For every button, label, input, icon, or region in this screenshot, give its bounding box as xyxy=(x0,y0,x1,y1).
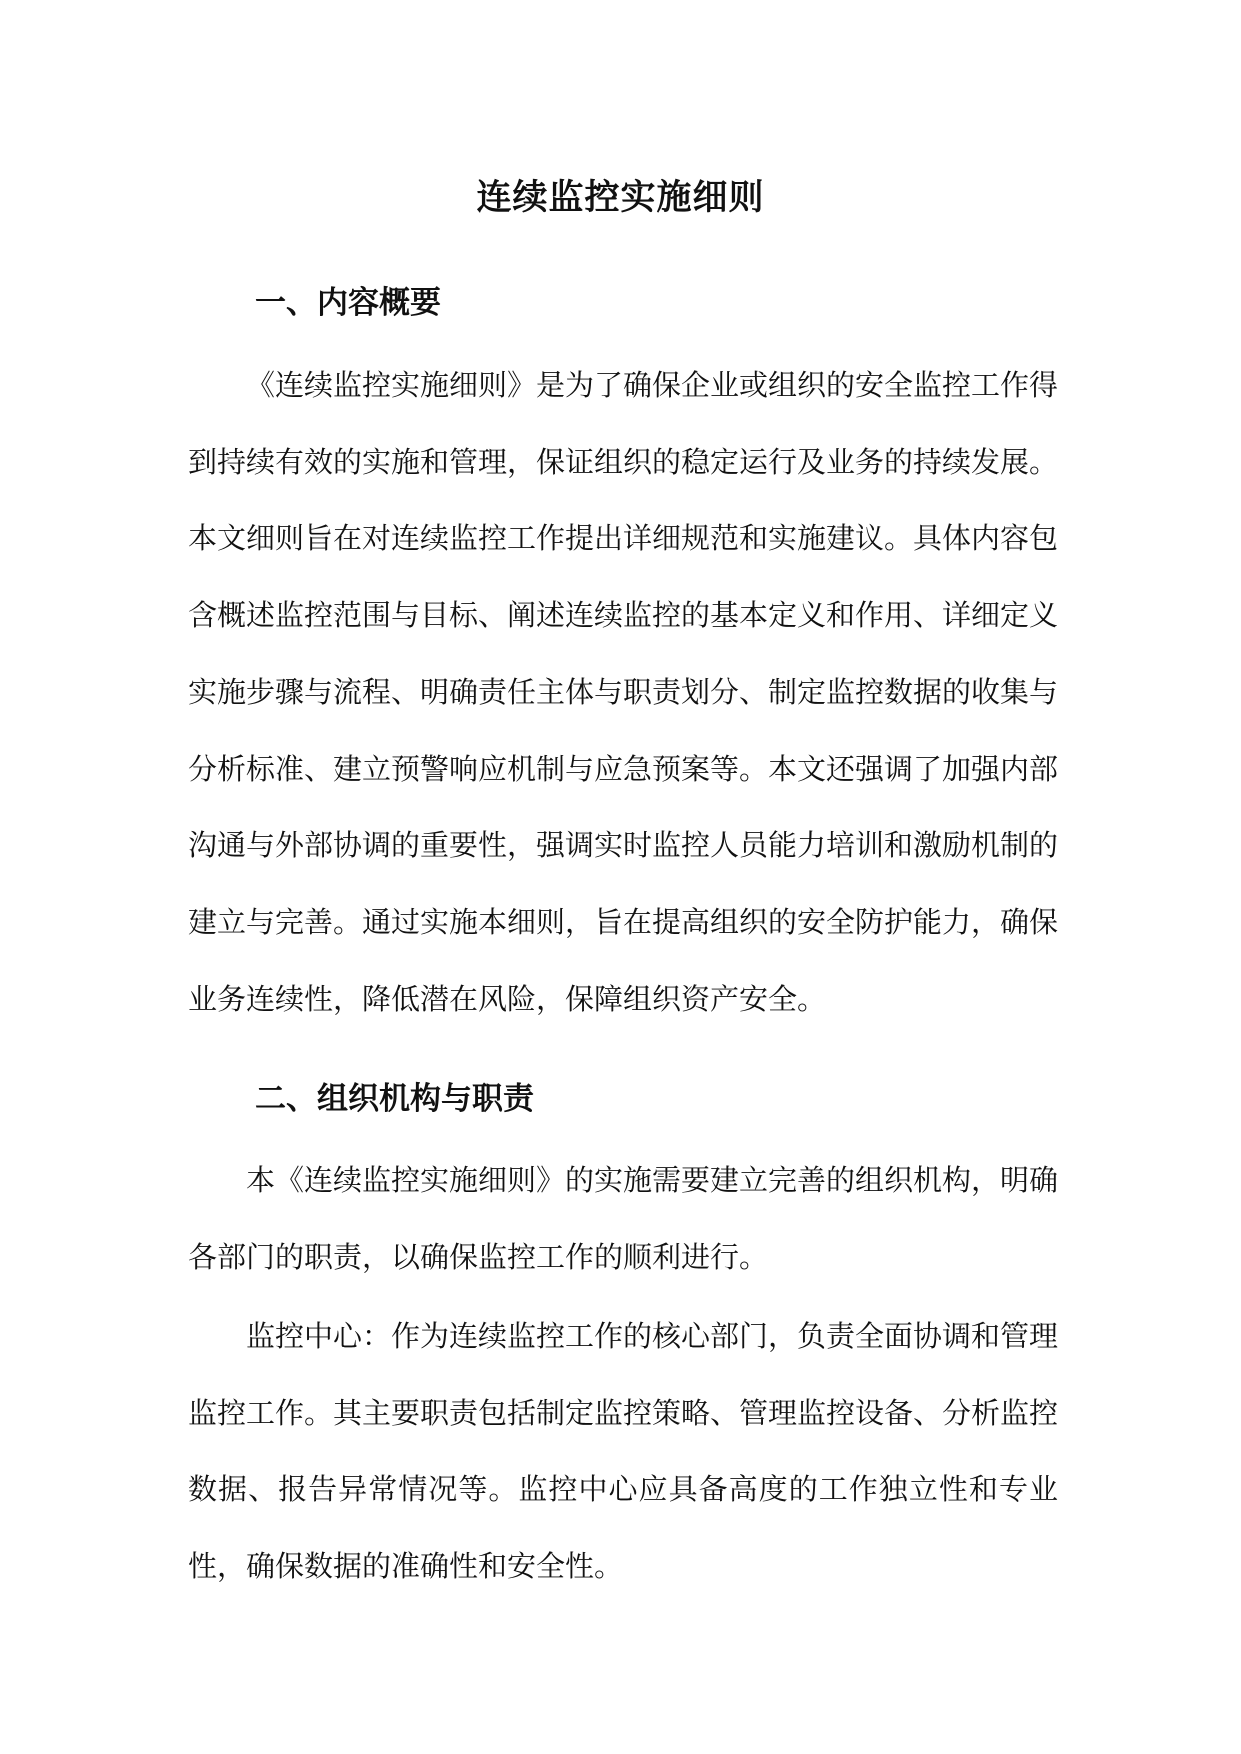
section-heading-organization: 二、组织机构与职责 xyxy=(255,1081,534,1117)
section-paragraph-overview: 《连续监控实施细则》是为了确保企业或组织的安全监控工作得到持续有效的实施和管理，保证组织的稳定运行及业务的持续发展。本文细则旨在对连续监控工作提出详细规范和实施建议。具体内容包含概述监控范围与目标、阐述连续监控的基本定义和作用、详细定义实施步骤与流程、明确责任主体与职责划分、制定监控数据的收集与分析标准、建立预警响应机制与应急预案等。本文还强调了加强内部沟通与外部协调的重要性，强调实时监控人员能力培训和激励机制的建立与完善。通过实施本细则，旨在提高组织的安全防护能力，确保业务连续性，降低潜在风险，保障组织资产安全。 xyxy=(188,368,1059,1016)
document-title: 连续监控实施细则 xyxy=(476,178,765,219)
section-paragraph-organization-intro: 本《连续监控实施细则》的实施需要建立完善的组织机构，明确各部门的职责，以确保监控工作的顺利进行。 xyxy=(188,1163,1059,1274)
section-paragraph-monitoring-center: 监控中心：作为连续监控工作的核心部门，负责全面协调和管理监控工作。其主要职责包括制定监控策略、管理监控设备、分析监控数据、报告异常情况等。监控中心应具备高度的工作独立性和专业性，确保数据的准确性和安全性。 xyxy=(188,1319,1059,1584)
section-heading-overview: 一、内容概要 xyxy=(255,285,441,321)
